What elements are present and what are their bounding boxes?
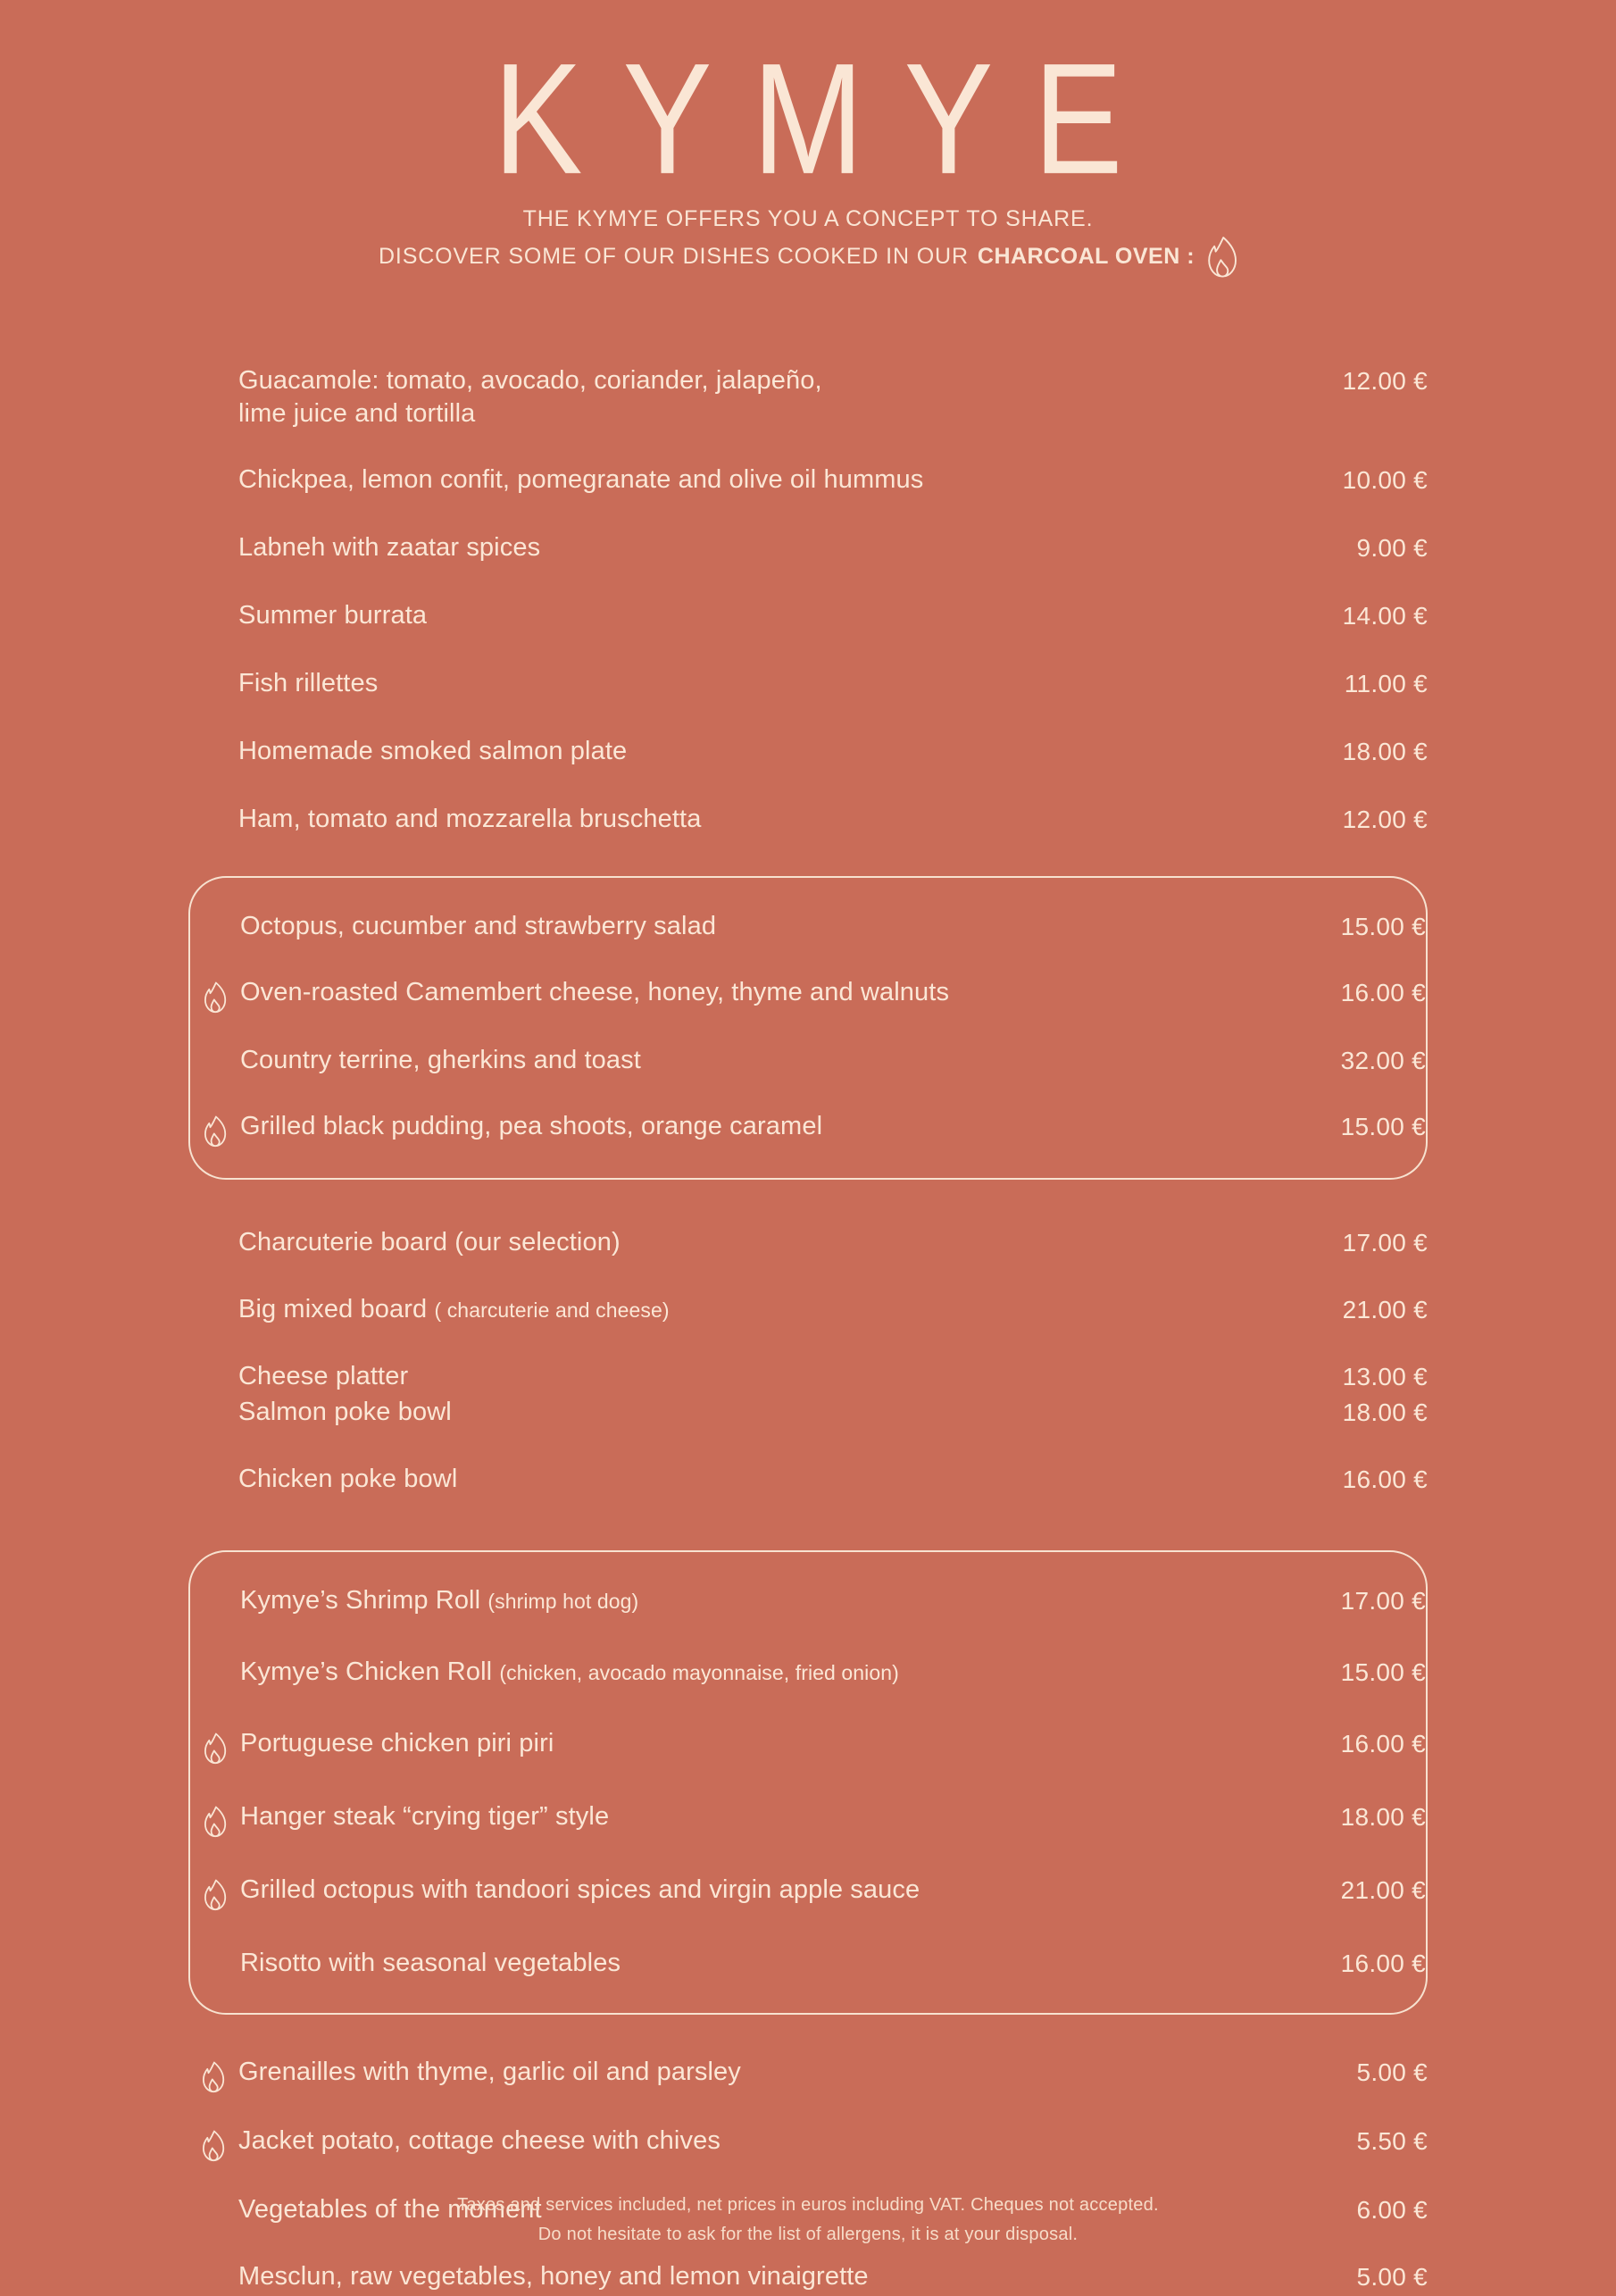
menu-item-price: 5.00 € xyxy=(1356,2262,1428,2291)
menu-item-list xyxy=(190,1584,1426,1983)
row-gap xyxy=(188,2093,1428,2125)
footer-line-2: Do not hesitate to ask for the list of allergens, it is at your disposal. xyxy=(537,2224,1079,2244)
row-gap xyxy=(188,567,1428,599)
menu-item-price: 5.50 € xyxy=(1356,2126,1428,2155)
flame-icon xyxy=(188,2125,238,2162)
menu-item-row[interactable] xyxy=(188,599,1428,635)
menu-header xyxy=(0,0,1616,279)
flame-icon xyxy=(190,1874,240,1911)
row-gap xyxy=(190,1620,1426,1656)
row-gap xyxy=(190,1014,1426,1044)
menu-item-price: 16.00 € xyxy=(1340,978,1426,1006)
icon-placeholder xyxy=(188,1396,238,1401)
icon-placeholder xyxy=(188,1226,238,1231)
menu-item-row[interactable] xyxy=(188,463,1428,499)
menu-item-price: 16.00 € xyxy=(1340,1949,1426,1977)
menu-item-price: 18.00 € xyxy=(1342,1398,1428,1426)
menu-item-price: 13.00 € xyxy=(1342,1362,1428,1390)
menu-item-row[interactable] xyxy=(188,1360,1428,1396)
menu-item-name: Summer burrata xyxy=(238,600,428,630)
menu-item-row[interactable] xyxy=(190,1110,1426,1148)
menu-item-row[interactable] xyxy=(190,910,1426,946)
menu-item-name: Risotto with seasonal vegetables xyxy=(240,1948,621,1977)
row-gap xyxy=(188,431,1428,463)
menu-item-price: 9.00 € xyxy=(1356,533,1428,562)
icon-placeholder xyxy=(188,1360,238,1365)
menu-item-list xyxy=(188,1396,1428,1499)
menu-section-mains xyxy=(188,1550,1428,2015)
row-gap xyxy=(188,1432,1428,1463)
menu-item-row[interactable] xyxy=(188,735,1428,771)
menu-item-row[interactable] xyxy=(190,976,1426,1014)
section-gap xyxy=(0,1180,1616,1226)
menu-item-name: Kymye’s Chicken Roll (chicken, avocado mayonnaise, fried onion) xyxy=(240,1657,899,1686)
menu-section-grilled-starters xyxy=(188,876,1428,1180)
menu-item-row[interactable] xyxy=(188,364,1428,431)
menu-item-price: 14.00 € xyxy=(1342,601,1428,630)
menu-item-row[interactable] xyxy=(188,803,1428,839)
menu-item-list xyxy=(190,910,1426,1148)
row-gap xyxy=(190,946,1426,976)
icon-placeholder xyxy=(188,735,238,740)
menu-item-name: Salmon poke bowl xyxy=(238,1397,452,1426)
flame-icon xyxy=(190,1727,240,1765)
menu-item-subtext: (chicken, avocado mayonnaise, fried onion) xyxy=(499,1660,899,1684)
menu-item-row[interactable] xyxy=(190,1656,1426,1691)
menu-item-price: 15.00 € xyxy=(1340,912,1426,940)
icon-placeholder xyxy=(190,910,240,915)
menu-item-row[interactable] xyxy=(188,2260,1428,2296)
menu-item-name: Hanger steak “crying tiger” style xyxy=(240,1801,610,1831)
menu-item-price: 32.00 € xyxy=(1340,1046,1426,1074)
menu-item-name: Grenailles with thyme, garlic oil and parsley xyxy=(238,2057,741,2086)
row-gap xyxy=(190,1838,1426,1874)
icon-placeholder xyxy=(190,1947,240,1952)
menu-section-starters xyxy=(188,364,1428,839)
menu-item-price: 15.00 € xyxy=(1340,1112,1426,1140)
menu-item-price: 21.00 € xyxy=(1342,1295,1428,1323)
menu-item-name: Chicken poke bowl xyxy=(238,1464,458,1493)
menu-item-row[interactable] xyxy=(190,1044,1426,1080)
icon-placeholder xyxy=(188,1463,238,1468)
row-gap xyxy=(188,2162,1428,2193)
menu-item-price: 11.00 € xyxy=(1344,669,1428,697)
menu-item-price: 10.00 € xyxy=(1342,465,1428,494)
menu-item-name: Jacket potato, cottage cheese with chives xyxy=(238,2125,721,2155)
icon-placeholder xyxy=(188,463,238,469)
menu-item-price: 6.00 € xyxy=(1356,2195,1428,2224)
menu-section-sides xyxy=(188,2056,1428,2296)
flame-icon xyxy=(190,1800,240,1838)
icon-placeholder xyxy=(188,364,238,370)
menu-item-list xyxy=(188,2056,1428,2296)
menu-item-name: Chickpea, lemon confit, pomegranate and olive oil hummus xyxy=(238,464,924,494)
tagline-line-2-prefix: DISCOVER SOME OF OUR DISHES COOKED IN OUR xyxy=(378,243,969,269)
flame-icon xyxy=(190,976,240,1014)
menu-item-row[interactable] xyxy=(190,1584,1426,1620)
row-gap xyxy=(188,635,1428,667)
section-gap xyxy=(0,1499,1616,1550)
row-gap xyxy=(188,499,1428,531)
menu-section-bowls xyxy=(188,1396,1428,1499)
brand-logo: KYMYE xyxy=(493,29,1163,207)
tagline-line-2 xyxy=(0,236,1616,279)
menu-item-name: Ham, tomato and mozzarella bruschetta xyxy=(238,804,702,833)
menu-item-row[interactable] xyxy=(188,531,1428,567)
menu-item-price: 21.00 € xyxy=(1340,1875,1426,1904)
menu-item-name: Charcuterie board (our selection) xyxy=(238,1227,621,1257)
menu-item-subtext: (shrimp hot dog) xyxy=(487,1589,639,1613)
menu-item-row[interactable] xyxy=(188,1463,1428,1499)
menu-item-row[interactable] xyxy=(188,1226,1428,1262)
menu-section-boards xyxy=(188,1226,1428,1396)
menu-item-list xyxy=(188,1226,1428,1396)
menu-item-row[interactable] xyxy=(190,1800,1426,1838)
menu-item-row[interactable] xyxy=(188,1293,1428,1329)
row-gap xyxy=(190,1691,1426,1727)
row-gap xyxy=(190,1765,1426,1800)
menu-item-name: Country terrine, gherkins and toast xyxy=(240,1045,641,1074)
menu-item-row[interactable] xyxy=(190,1727,1426,1765)
menu-item-name: Big mixed board ( charcuterie and cheese) xyxy=(238,1294,670,1323)
menu-item-name: Octopus, cucumber and strawberry salad xyxy=(240,911,717,940)
flame-icon xyxy=(190,1110,240,1148)
menu-item-name: Guacamole: tomato, avocado, coriander, jalapeño, lime juice and tortilla xyxy=(238,365,822,429)
menu-item-price: 18.00 € xyxy=(1342,737,1428,765)
row-gap xyxy=(190,1911,1426,1947)
icon-placeholder xyxy=(188,803,238,808)
tagline xyxy=(0,204,1616,279)
menu-item-row[interactable] xyxy=(188,667,1428,703)
menu-item-name: Portuguese chicken piri piri xyxy=(240,1728,554,1757)
row-gap xyxy=(188,1329,1428,1360)
icon-placeholder xyxy=(190,1656,240,1661)
menu-item-row[interactable] xyxy=(188,2056,1428,2093)
menu-item-row[interactable] xyxy=(188,2125,1428,2162)
menu-item-subtext: ( charcuterie and cheese) xyxy=(434,1298,670,1322)
tagline-line-2-emphasis: CHARCOAL OVEN : xyxy=(977,243,1195,269)
section-gap xyxy=(0,839,1616,876)
menu-item-name: Homemade smoked salmon plate xyxy=(238,736,628,765)
menu-footer xyxy=(0,2191,1616,2249)
menu-item-price: 15.00 € xyxy=(1340,1657,1426,1686)
flame-icon xyxy=(188,2056,238,2093)
row-gap xyxy=(190,1080,1426,1110)
icon-placeholder xyxy=(190,1044,240,1049)
menu-item-name: Oven-roasted Camembert cheese, honey, thyme and walnuts xyxy=(240,977,950,1006)
menu-item-name: Vegetables of the moment xyxy=(238,2194,542,2224)
menu-item-list xyxy=(188,364,1428,839)
icon-placeholder xyxy=(188,2260,238,2266)
row-gap xyxy=(188,1262,1428,1293)
menu-item-name: Grilled octopus with tandoori spices and virgin apple sauce xyxy=(240,1874,920,1904)
menu-item-price: 16.00 € xyxy=(1342,1465,1428,1493)
menu-item-price: 5.00 € xyxy=(1356,2058,1428,2086)
tagline-line-1: THE KYMYE OFFERS YOU A CONCEPT TO SHARE. xyxy=(522,206,1094,231)
menu-item-price: 18.00 € xyxy=(1340,1802,1426,1831)
menu-item-name: Kymye’s Shrimp Roll (shrimp hot dog) xyxy=(240,1585,639,1615)
menu-sections xyxy=(0,364,1616,2296)
footer-line-1: Taxes and services included, net prices in euros including VAT. Cheques not accepted. xyxy=(457,2195,1159,2216)
section-gap xyxy=(0,2015,1616,2056)
menu-item-price: 12.00 € xyxy=(1342,805,1428,833)
icon-placeholder xyxy=(188,599,238,605)
menu-item-price: 16.00 € xyxy=(1340,1729,1426,1757)
menu-item-name: Mesclun, raw vegetables, honey and lemon vinaigrette xyxy=(238,2261,869,2291)
menu-item-name: Grilled black pudding, pea shoots, orange caramel xyxy=(240,1111,823,1140)
row-gap xyxy=(188,703,1428,735)
menu-item-name: Fish rillettes xyxy=(238,668,379,697)
menu-item-name: Cheese platter xyxy=(238,1361,409,1390)
flame-icon xyxy=(1207,236,1237,279)
icon-placeholder xyxy=(190,1584,240,1590)
menu-item-price: 12.00 € xyxy=(1342,366,1428,395)
menu-item-row[interactable] xyxy=(190,1947,1426,1983)
menu-item-name: Labneh with zaatar spices xyxy=(238,532,541,562)
menu-item-row[interactable] xyxy=(190,1874,1426,1911)
icon-placeholder xyxy=(188,531,238,537)
icon-placeholder xyxy=(188,667,238,672)
menu-item-price: 17.00 € xyxy=(1342,1228,1428,1257)
menu-item-price: 17.00 € xyxy=(1340,1586,1426,1615)
row-gap xyxy=(188,771,1428,803)
icon-placeholder xyxy=(188,1293,238,1298)
menu-item-row[interactable] xyxy=(188,1396,1428,1432)
